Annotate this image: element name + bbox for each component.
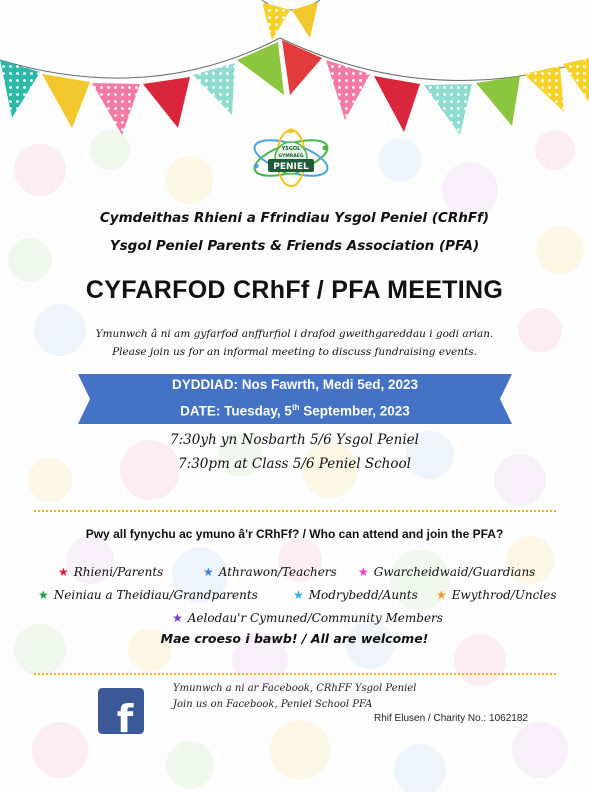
- member-teachers: [203, 565, 337, 579]
- school-logo: [248, 128, 334, 192]
- date-english-prefix: DATE: Tuesday, 5: [180, 403, 292, 419]
- star-icon: ★: [203, 565, 214, 579]
- member-guardians: [358, 565, 535, 579]
- member-uncles: [436, 588, 556, 602]
- date-welsh: DYDDIAD: Nos Fawrth, Medi 5ed, 2023: [171, 377, 419, 392]
- star-icon: ★: [293, 588, 304, 602]
- association-name-welsh: Cymdeithas Rhieni a Ffrindiau Ysgol Peniel (CRhFf): [99, 210, 490, 226]
- star-icon: ★: [58, 565, 69, 579]
- member-label: Gwarcheidwaid/Guardians: [373, 565, 536, 579]
- member-label: Athrawon/Teachers: [218, 565, 337, 579]
- member-label: Ewythrod/Uncles: [451, 588, 557, 602]
- welcome-message: Mae croeso i bawb! / All are welcome!: [160, 631, 429, 646]
- intro-welsh: Ymunwch â ni am gyfarfod anffurfiol i drafod gweithgareddau i godi arian.: [95, 328, 494, 340]
- facebook-text-welsh: Ymunwch a ni ar Facebook, CRhFF Ysgol Peniel: [173, 683, 417, 694]
- member-community: [172, 611, 443, 625]
- date-english: [78, 403, 512, 419]
- star-icon: ★: [358, 565, 369, 579]
- facebook-letter: f: [116, 697, 134, 734]
- member-label: Aelodau'r Cymuned/Community Members: [187, 611, 443, 625]
- star-icon: ★: [172, 611, 183, 625]
- member-grandparents: [38, 588, 258, 602]
- charity-number: Rhif Elusen / Charity No.: 1062182: [374, 713, 528, 724]
- logo-name-text: PENIEL: [273, 162, 309, 172]
- member-parents: [58, 565, 163, 579]
- time-english: 7:30pm at Class 5/6 Peniel School: [178, 456, 411, 472]
- date-english-suffix: September, 2023: [299, 403, 410, 419]
- logo-middle-text: GYMRAEG: [278, 154, 304, 159]
- attendance-question: Pwy all fynychu ac ymuno â'r CRhFf? / Who can attend and join the PFA?: [85, 527, 504, 541]
- intro-english: Please join us for an informal meeting to discuss fundraising events.: [112, 346, 477, 358]
- member-label: Modrybedd/Aunts: [308, 588, 418, 602]
- member-label: Neiniau a Theidiau/Grandparents: [53, 588, 258, 602]
- member-aunts: [293, 588, 418, 602]
- divider-top: [34, 510, 556, 512]
- date-english-sup: th: [291, 403, 300, 412]
- meeting-title: CYFARFOD CRhFf / PFA MEETING: [85, 276, 504, 304]
- association-name-english: Ysgol Peniel Parents & Friends Association (PFA): [109, 238, 480, 254]
- divider-bottom: [34, 673, 556, 675]
- member-label: Rhieni/Parents: [73, 565, 164, 579]
- star-icon: ★: [436, 588, 447, 602]
- facebook-icon[interactable]: [98, 688, 144, 734]
- facebook-text-english: Join us on Facebook, Peniel School PFA: [173, 699, 373, 710]
- logo-top-text: YSGOL: [281, 146, 301, 152]
- time-welsh: 7:30yh yn Nosbarth 5/6 Ysgol Peniel: [170, 432, 419, 448]
- star-icon: ★: [38, 588, 49, 602]
- bunting-decoration: [0, 0, 589, 140]
